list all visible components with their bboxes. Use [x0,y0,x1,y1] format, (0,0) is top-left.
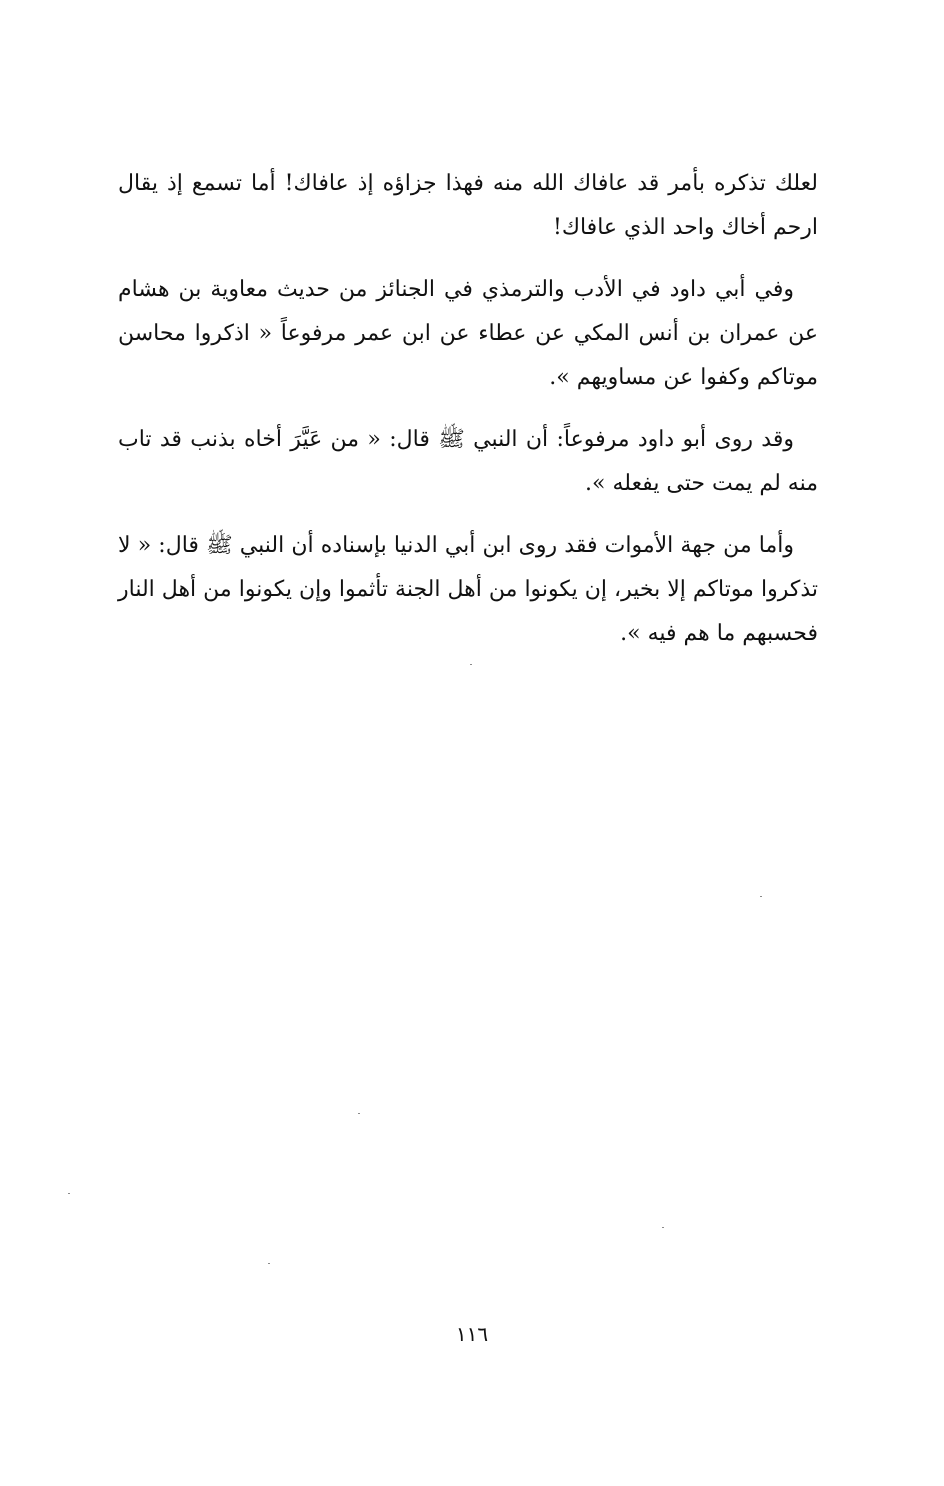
scan-speck [68,1193,70,1194]
paragraph-3: وقد روى أبو داود مرفوعاً: أن النبي ﷺ قال: « من عَيَّرَ أخاه بذنب قد تاب منه لم يمت حتى يفعله ». [118,427,818,496]
page-number: ١١٦ [455,1322,489,1346]
scan-speck [662,1227,664,1228]
scan-speck [268,1263,270,1264]
scan-speck [760,896,762,897]
scan-speck [470,664,472,665]
paragraph-4: وأما من جهة الأموات فقد روى ابن أبي الدنيا بإسناده أن النبي ﷺ قال: « لا تذكروا موتاكم إلا بخير، إن يكونوا من أهل الجنة تأثموا وإن يكونوا من أهل النار فحسبهم ما هم فيه ». [118,533,818,646]
body-text [118,162,818,674]
paragraph-1: لعلك تذكره بأمر قد عافاك الله منه فهذا جزاؤه إذ عافاك! أما تسمع إذ يقال ارحم أخاك واحد الذي عافاك! [118,171,818,240]
paragraph-2: وفي أبي داود في الأدب والترمذي في الجنائز من حديث معاوية بن هشام عن عمران بن أنس المكي عن عطاء عن ابن عمر مرفوعاً « اذكروا محاسن موتاكم وكفوا عن مساويهم ». [118,277,818,390]
scan-speck [358,1113,360,1114]
